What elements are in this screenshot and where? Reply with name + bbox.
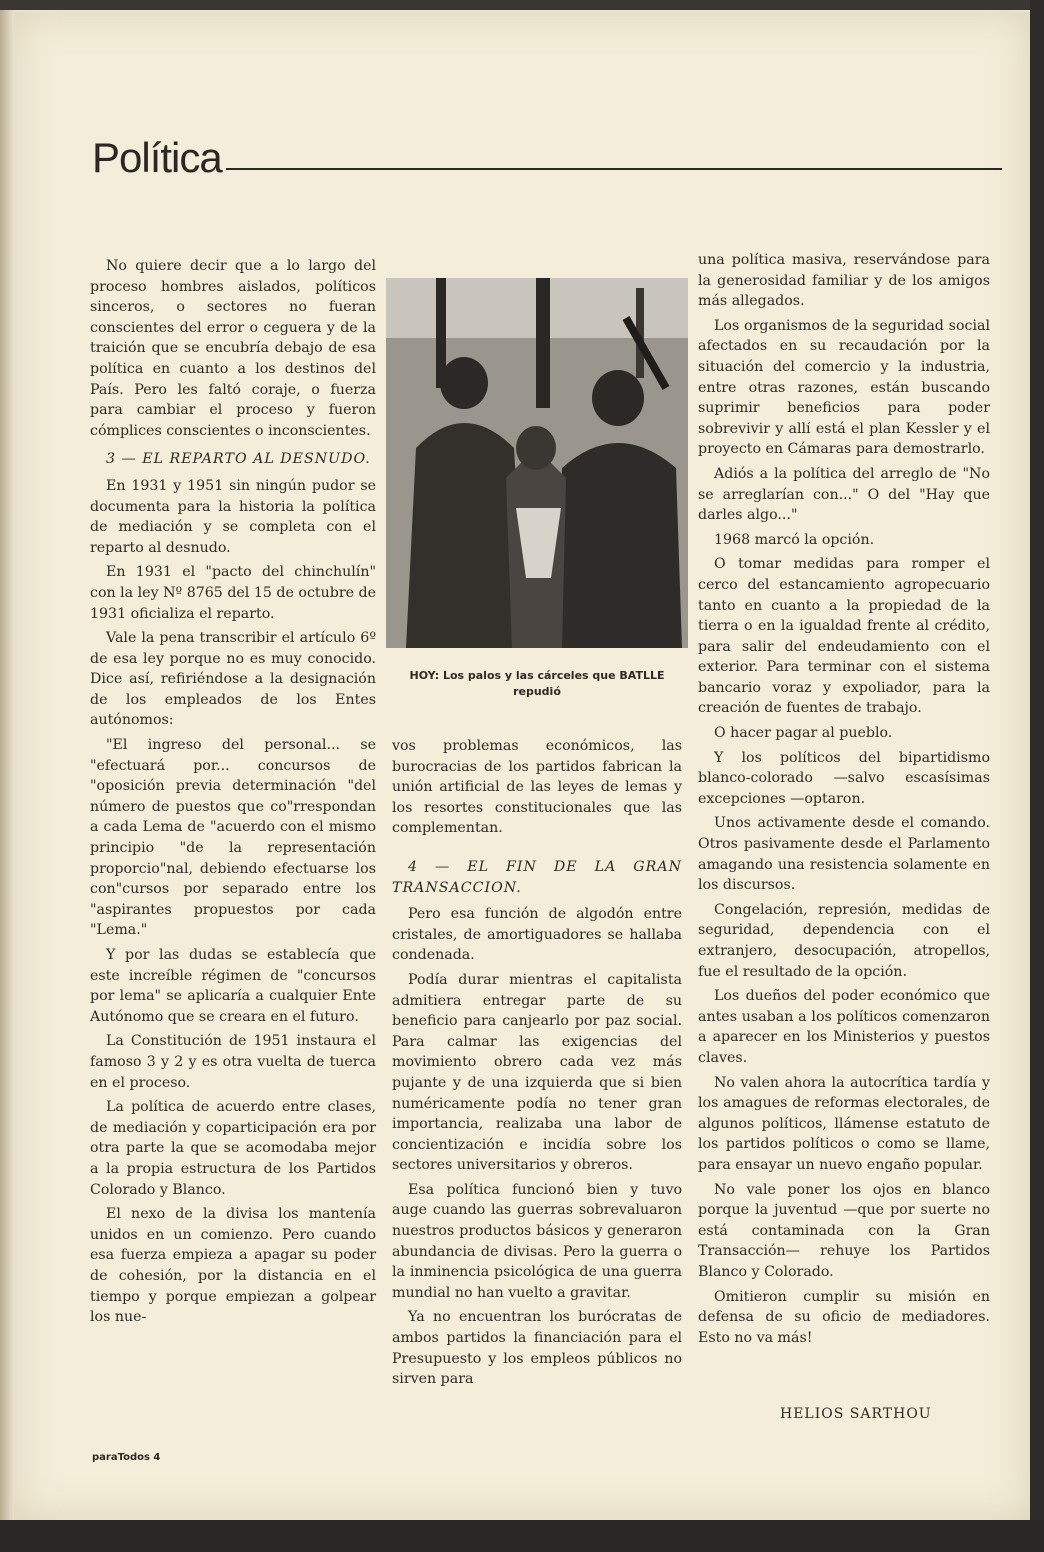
- paragraph: Adiós a la política del arreglo de "No se arreglarían con..." O del "Hay que darles algo...": [698, 465, 990, 524]
- paragraph: No quiere decir que a lo largo del proceso hombres aislados, políticos sinceros, o sectores no fueran conscientes del error o ceguera y de la traición que se encubría debajo de esa política en cuanto a los destinos del País. Pero les faltó coraje, o fuerza para cambiar el proceso y fueron cómplices conscientes o inconscientes.: [90, 258, 376, 439]
- paragraph: Ya no encuentran los burócratas de ambos partidos la financiación para el Presupuesto y los empleos públicos no sirven para: [392, 1309, 682, 1388]
- paragraph: O tomar medidas para romper el cerco del estancamiento agropecuario tanto en cuanto a la propiedad de la tierra o en la igualdad frente al crédito, para salir del endeudamiento con el exterior. Para terminar con el sistema bancario voraz y expoliador, para la creación de fuentes de trabajo.: [698, 556, 990, 717]
- paragraph: Los dueños del poder económico que antes usaban a los políticos comenzaron a aparecer en los Ministerios y puestos claves.: [698, 988, 990, 1066]
- paragraph: Pero esa función de algodón entre cristales, de amortiguadores se hallaba condenada.: [392, 906, 682, 964]
- paragraph: En 1931 el "pacto del chinchulín" con la ley Nº 8765 del 15 de octubre de 1931 oficializa el reparto.: [90, 564, 376, 622]
- paragraph: Y por las dudas se establecía que este increíble régimen de "concursos por lema" se aplicaría a cualquier Ente Autónomo que se creara en el futuro.: [90, 947, 376, 1025]
- scan-top-edge: [0, 0, 1044, 10]
- paragraph: Podía durar mientras el capitalista admitiera entregar parte de su beneficio para canjearlo por paz social. Para calmar las exigencias del movimiento obrero cada vez más pujante y de una izquierda que si bien numéricamente podía no tener gran importancia, realizaba una labor de concientización e incidía sobre los sectores universitarios y obreros.: [392, 971, 682, 1174]
- scan-right-edge: [1030, 0, 1044, 1552]
- paragraph: No valen ahora la autocrítica tardía y los amagues de reformas electorales, de algunos políticos, llámense estatuto de los partidos políticos o como se llame, para ensayar un nuevo engaño popular.: [698, 1074, 990, 1173]
- section-title: Política: [92, 134, 222, 181]
- article-column-3: [698, 250, 990, 1352]
- paragraph: Esa política funcionó bien y tuvo auge cuando las guerras sobrevaluaron nuestros productos básicos y generaron abundancia de divisas. Pero la guerra o la inminencia psicológica de una guerra mundial no han vuelto a gravitar.: [392, 1181, 682, 1301]
- paragraph: Los organismos de la seguridad social afectados en su recaudación por la situación del comercio y la industria, entre otras razones, están buscando suprimir beneficios para poder sobrevivir y allí está el plan Kessler y el proyecto en Cámaras para demostrarlo.: [698, 317, 990, 458]
- article-column-2: [392, 736, 682, 1394]
- article-column-1: [90, 256, 376, 1332]
- paragraph: Unos activamente desde el comando. Otros pasivamente desde el Parlamento amagando una resistencia solamente en los discursos.: [698, 815, 990, 894]
- paragraph: La Constitución de 1951 instaura el famoso 3 y 2 y es otra vuelta de tuerca en el proceso.: [90, 1033, 376, 1091]
- paragraph: Y los políticos del bipartidismo blanco-colorado —salvo escasísimas excepciones —optaron.: [698, 749, 990, 807]
- paragraph: O hacer pagar al pueblo.: [714, 725, 893, 742]
- subheading-reparto: 3 — EL REPARTO AL DESNUDO.: [106, 451, 371, 468]
- section-rule: [226, 168, 1002, 170]
- scan-bottom-edge: [0, 1520, 1044, 1552]
- paragraph: una política masiva, reservándose para la generosidad familiar y de los amigos más allegados.: [698, 252, 990, 310]
- paragraph: El nexo de la divisa los mantenía unidos en un comienzo. Pero cuando esa fuerza empieza a apagar su poder de cohesión, por la distancia en el tiempo y porque empiezan a golpear los nue-: [90, 1206, 376, 1326]
- paragraph: La política de acuerdo entre clases, de mediación y coparticipación era por otra parte la que se acomodaba mejor a la propia estructura de los Partidos Colorado y Blanco.: [90, 1099, 376, 1198]
- paragraph: vos problemas económicos, las burocracias de los partidos fabrican la unión artificial de las leyes de lemas y los resortes constitucionales que las complementan.: [392, 738, 682, 837]
- caption-lead: HOY:: [409, 669, 440, 682]
- law-quote: "El ingreso del personal... se "efectuará por... concursos de "oposición previa determinación "del número de puestos que co"rrespondan a cada Lema de "acuerdo con el mismo principio "de la representación proporcio"nal, debiendo efectuarse los con"cursos por separado entre los "aspirantes propuestos por cada "Lema.": [90, 737, 376, 939]
- page-footer: paraTodos 4: [92, 1452, 161, 1463]
- paragraph: Vale la pena transcribir el artículo 6º de esa ley porque no es muy conocido. Dice así, refiriéndose a la designación de los empleados de los Entes autónomos:: [90, 630, 376, 729]
- paragraph: No vale poner los ojos en blanco porque la juventud —que por suerte no está contaminada con la Gran Transacción— rehuye los Partidos Blanco y Colorado.: [698, 1181, 990, 1280]
- section-header: [92, 134, 1002, 182]
- paragraph: Omitieron cumplir su misión en defensa de su oficio de mediadores. Esto no va más!: [698, 1288, 990, 1346]
- binding-shadow: [0, 0, 14, 1552]
- subheading-fin: 4 — EL FIN DE LA GRAN TRANSACCION.: [392, 858, 682, 896]
- paragraph: 1968 marcó la opción.: [714, 531, 875, 548]
- author-signature: HELIOS SARTHOU: [780, 1406, 932, 1422]
- news-photo: [386, 278, 688, 648]
- paragraph: En 1931 y 1951 sin ningún pudor se documenta para la historia la política de mediación y se completa con el reparto al desnudo.: [90, 477, 376, 556]
- caption-text: Los palos y las cárceles que BATLLE repudió: [442, 669, 665, 698]
- paragraph: Congelación, represión, medidas de seguridad, dependencia con el extranjero, desocupación, atropellos, fue el resultado de la opción.: [698, 901, 990, 980]
- photo-caption: [392, 668, 682, 700]
